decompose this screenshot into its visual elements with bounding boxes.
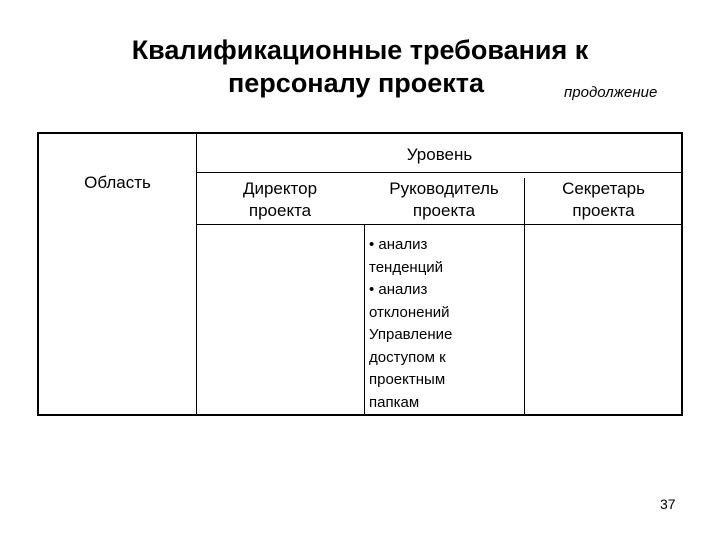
header-manager: Руководитель проекта: [389, 179, 499, 220]
header-director: Директор проекта: [242, 179, 318, 220]
manager-item: отклонений: [369, 303, 450, 321]
table-divider-director: [364, 224, 365, 414]
table-divider-area: [196, 134, 197, 414]
header-area: Область: [84, 173, 151, 192]
table-rule-header: [196, 224, 681, 225]
manager-item: Управление: [369, 326, 453, 343]
header-level: Уровень: [406, 145, 473, 164]
manager-item: доступом к: [369, 348, 446, 366]
requirements-table: [37, 132, 683, 416]
page-number: 37: [660, 496, 676, 512]
manager-item: • анализ: [369, 236, 428, 253]
manager-item: тенденций: [369, 258, 444, 276]
title-line-1: Квалификационные требования к: [131, 35, 589, 65]
manager-item: • анализ: [369, 281, 428, 298]
continued-label: продолжение: [564, 84, 658, 101]
manager-item: папкам: [369, 393, 420, 411]
manager-item: проектным: [369, 371, 446, 388]
title-line-2: персоналу проекта: [227, 68, 485, 98]
table-rule-level: [196, 172, 681, 173]
header-secretary: Секретарь проекта: [562, 179, 645, 220]
manager-requirements: [369, 234, 519, 414]
